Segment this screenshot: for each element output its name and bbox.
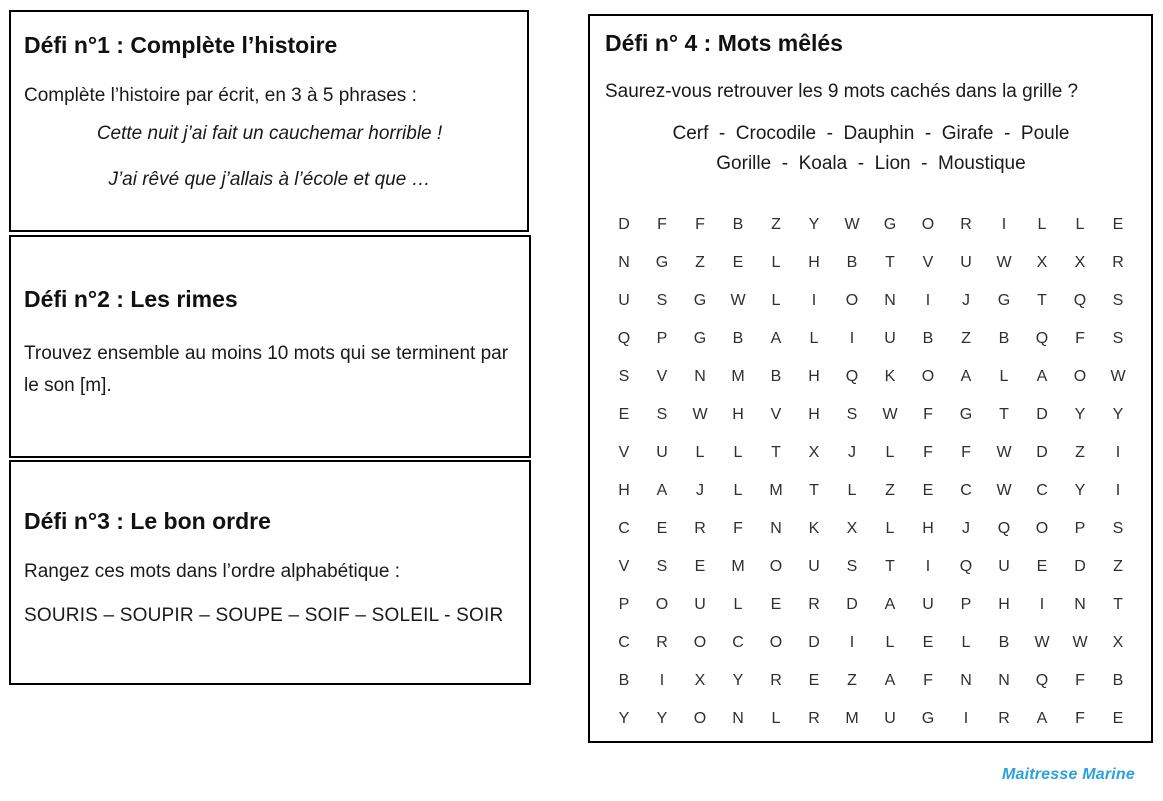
word-search-cell: O xyxy=(769,558,783,575)
word-search-cell: G xyxy=(997,292,1011,309)
word-search-cell: L xyxy=(695,444,705,461)
word-search-cell: B xyxy=(1112,672,1124,689)
word-search-cell: G xyxy=(921,710,935,727)
word-search-cell: L xyxy=(885,634,895,651)
defi3-word-sequence: SOURIS – SOUPIR – SOUPE – SOIF – SOLEIL - SOIR xyxy=(24,605,504,626)
defi4-title: Défi n° 4 : Mots mêlés xyxy=(605,30,843,56)
word-search-cell: L xyxy=(1037,216,1047,233)
defi1-intro: Complète l’histoire par écrit, en 3 à 5 phrases : xyxy=(24,85,417,106)
word-search-cell: I xyxy=(1115,444,1121,461)
word-search-cell: Q xyxy=(997,520,1011,537)
word-search-cell: E xyxy=(922,482,934,499)
word-search-cell: B xyxy=(998,330,1010,347)
word-search-cell: D xyxy=(846,596,858,613)
word-search-cell: P xyxy=(656,330,668,347)
defi3-box xyxy=(9,460,531,685)
word-search-cell: E xyxy=(618,406,630,423)
word-search-cell: U xyxy=(694,596,706,613)
word-search-cell: C xyxy=(1036,482,1048,499)
word-search-cell: B xyxy=(732,330,744,347)
word-search-cell: F xyxy=(923,444,933,461)
word-search-cell: L xyxy=(733,444,743,461)
word-search-cell: E xyxy=(770,596,782,613)
word-search-cell: V xyxy=(618,444,630,461)
word-search-cell: O xyxy=(1035,520,1049,537)
word-search-cell: A xyxy=(770,330,782,347)
word-search-cell: U xyxy=(922,596,934,613)
word-search-cell: U xyxy=(656,444,668,461)
word-search-cell: N xyxy=(998,672,1010,689)
word-search-cell: P xyxy=(618,596,630,613)
word-search-cell: A xyxy=(1036,710,1048,727)
word-search-cell: L xyxy=(847,482,857,499)
word-search-cell: B xyxy=(846,254,858,271)
word-search-cell: F xyxy=(1075,710,1085,727)
word-search-cell: Z xyxy=(771,216,781,233)
word-search-cell: W xyxy=(1072,634,1088,651)
word-search-cell: V xyxy=(770,406,782,423)
word-search-cell: V xyxy=(618,558,630,575)
word-search-cell: I xyxy=(849,330,855,347)
word-search-cell: R xyxy=(1112,254,1124,271)
word-search-cell: W xyxy=(844,216,860,233)
word-search-cell: J xyxy=(848,444,856,461)
defi3-intro: Rangez ces mots dans l’ordre alphabétique : xyxy=(24,561,401,582)
word-search-cell: Y xyxy=(1074,482,1086,499)
word-search-cell: B xyxy=(618,672,630,689)
word-search-cell: O xyxy=(921,216,935,233)
defi1-box xyxy=(9,10,529,232)
word-search-cell: B xyxy=(998,634,1010,651)
word-search-cell: U xyxy=(884,710,896,727)
defi3-title: Défi n°3 : Le bon ordre xyxy=(24,508,271,534)
word-search-cell: Z xyxy=(695,254,705,271)
word-search-cell: N xyxy=(732,710,744,727)
word-search-cell: O xyxy=(921,368,935,385)
word-search-grid xyxy=(605,206,1137,738)
word-search-cell: T xyxy=(885,254,895,271)
word-search-cell: C xyxy=(960,482,972,499)
word-search-cell: C xyxy=(618,634,630,651)
word-search-cell: U xyxy=(884,330,896,347)
word-search-cell: G xyxy=(655,254,669,271)
word-search-cell: K xyxy=(808,520,820,537)
word-search-cell: Z xyxy=(1113,558,1123,575)
word-search-cell: W xyxy=(996,444,1012,461)
word-search-cell: I xyxy=(659,672,665,689)
word-search-cell: Q xyxy=(1035,672,1049,689)
word-search-cell: L xyxy=(809,330,819,347)
word-search-cell: N xyxy=(770,520,782,537)
defi4-word-list-line-2: Gorille - Koala - Lion - Moustique xyxy=(716,153,1026,174)
word-search-cell: N xyxy=(694,368,706,385)
word-search-cell: F xyxy=(733,520,743,537)
word-search-cell: G xyxy=(959,406,973,423)
word-search-cell: X xyxy=(1074,254,1086,271)
word-search-cell: S xyxy=(1112,520,1124,537)
word-search-cell: T xyxy=(809,482,819,499)
word-search-cell: T xyxy=(1037,292,1047,309)
word-search-cell: I xyxy=(925,292,931,309)
word-search-cell: X xyxy=(1112,634,1124,651)
word-search-cell: Z xyxy=(847,672,857,689)
word-search-cell: U xyxy=(808,558,820,575)
word-search-cell: I xyxy=(1001,216,1007,233)
word-search-cell: Q xyxy=(1035,330,1049,347)
word-search-cell: E xyxy=(1036,558,1048,575)
word-search-cell: Z xyxy=(1075,444,1085,461)
word-search-cell: N xyxy=(1074,596,1086,613)
word-search-cell: T xyxy=(771,444,781,461)
word-search-cell: H xyxy=(998,596,1010,613)
word-search-cell: I xyxy=(849,634,855,651)
word-search-cell: I xyxy=(1115,482,1121,499)
word-search-cell: I xyxy=(1039,596,1045,613)
word-search-cell: R xyxy=(998,710,1010,727)
word-search-cell: Q xyxy=(845,368,859,385)
word-search-cell: R xyxy=(656,634,668,651)
word-search-cell: L xyxy=(885,520,895,537)
word-search-cell: P xyxy=(1074,520,1086,537)
word-search-cell: L xyxy=(961,634,971,651)
word-search-cell: J xyxy=(696,482,704,499)
word-search-cell: R xyxy=(694,520,706,537)
word-search-cell: M xyxy=(731,368,745,385)
word-search-cell: P xyxy=(960,596,972,613)
word-search-cell: C xyxy=(732,634,744,651)
word-search-cell: S xyxy=(618,368,630,385)
word-search-cell: L xyxy=(771,254,781,271)
word-search-cell: D xyxy=(1036,444,1048,461)
word-search-cell: B xyxy=(770,368,782,385)
defi1-story-line-1: Cette nuit j’ai fait un cauchemar horrible ! xyxy=(96,123,443,144)
word-search-cell: A xyxy=(884,672,896,689)
word-search-cell: X xyxy=(808,444,820,461)
word-search-cell: O xyxy=(1073,368,1087,385)
credit-text: Maitresse Marine xyxy=(1001,766,1135,783)
word-search-cell: H xyxy=(808,368,820,385)
word-search-cell: F xyxy=(1075,330,1085,347)
word-search-cell: U xyxy=(960,254,972,271)
word-search-cell: R xyxy=(770,672,782,689)
word-search-cell: W xyxy=(1110,368,1126,385)
word-search-cell: N xyxy=(960,672,972,689)
word-search-cell: R xyxy=(808,710,820,727)
word-search-cell: O xyxy=(769,634,783,651)
word-search-cell: Q xyxy=(617,330,631,347)
word-search-cell: J xyxy=(962,520,970,537)
word-search-cell: N xyxy=(884,292,896,309)
word-search-cell: U xyxy=(618,292,630,309)
word-search-cell: O xyxy=(845,292,859,309)
word-search-cell: I xyxy=(925,558,931,575)
word-search-cell: F xyxy=(1075,672,1085,689)
defi1-story-line-2: J’ai rêvé que j’allais à l’école et que … xyxy=(108,169,431,190)
word-search-cell: D xyxy=(618,216,630,233)
word-search-cell: Z xyxy=(885,482,895,499)
word-search-cell: W xyxy=(996,482,1012,499)
word-search-cell: U xyxy=(998,558,1010,575)
word-search-cell: S xyxy=(1112,330,1124,347)
word-search-cell: I xyxy=(811,292,817,309)
word-search-cell: S xyxy=(846,406,858,423)
word-search-cell: D xyxy=(1036,406,1048,423)
word-search-cell: V xyxy=(656,368,668,385)
word-search-cell: F xyxy=(657,216,667,233)
word-search-cell: A xyxy=(960,368,972,385)
word-search-cell: S xyxy=(1112,292,1124,309)
word-search-cell: F xyxy=(923,672,933,689)
word-search-cell: L xyxy=(885,444,895,461)
word-search-cell: O xyxy=(655,596,669,613)
word-search-cell: F xyxy=(961,444,971,461)
word-search-cell: W xyxy=(730,292,746,309)
word-search-cell: G xyxy=(883,216,897,233)
word-search-cell: C xyxy=(618,520,630,537)
word-search-cell: R xyxy=(808,596,820,613)
word-search-cell: Y xyxy=(656,710,668,727)
word-search-cell: E xyxy=(1112,710,1124,727)
word-search-cell: M xyxy=(769,482,783,499)
word-search-cell: T xyxy=(1113,596,1123,613)
word-search-cell: E xyxy=(694,558,706,575)
defi4-intro: Saurez-vous retrouver les 9 mots cachés dans la grille ? xyxy=(605,81,1079,102)
word-search-cell: D xyxy=(1074,558,1086,575)
word-search-cell: D xyxy=(808,634,820,651)
word-search-cell: Z xyxy=(961,330,971,347)
word-search-cell: E xyxy=(732,254,744,271)
word-search-cell: L xyxy=(771,710,781,727)
word-search-cell: G xyxy=(693,292,707,309)
word-search-cell: H xyxy=(618,482,630,499)
defi4-word-list-line-1: Cerf - Crocodile - Dauphin - Girafe - Poule xyxy=(672,123,1070,144)
word-search-cell: L xyxy=(999,368,1009,385)
word-search-cell: B xyxy=(922,330,934,347)
word-search-cell: F xyxy=(695,216,705,233)
word-search-cell: L xyxy=(1075,216,1085,233)
word-search-cell: R xyxy=(960,216,972,233)
word-search-cell: K xyxy=(884,368,896,385)
word-search-cell: S xyxy=(656,558,668,575)
word-search-cell: G xyxy=(693,330,707,347)
word-search-cell: E xyxy=(808,672,820,689)
defi2-box xyxy=(9,235,531,458)
word-search-cell: Y xyxy=(618,710,630,727)
word-search-cell: V xyxy=(922,254,934,271)
word-search-cell: N xyxy=(618,254,630,271)
word-search-cell: Q xyxy=(959,558,973,575)
word-search-cell: W xyxy=(1034,634,1050,651)
word-search-cell: Y xyxy=(1074,406,1086,423)
word-search-cell: A xyxy=(656,482,668,499)
word-search-cell: S xyxy=(656,292,668,309)
word-search-cell: L xyxy=(733,596,743,613)
word-search-cell: E xyxy=(656,520,668,537)
word-search-cell: O xyxy=(693,710,707,727)
word-search-cell: H xyxy=(808,254,820,271)
word-search-cell: S xyxy=(656,406,668,423)
word-search-cell: A xyxy=(1036,368,1048,385)
word-search-cell: Y xyxy=(1112,406,1124,423)
word-search-cell: W xyxy=(996,254,1012,271)
word-search-cell: S xyxy=(846,558,858,575)
word-search-cell: J xyxy=(962,292,970,309)
word-search-cell: M xyxy=(845,710,859,727)
word-search-cell: H xyxy=(922,520,934,537)
word-search-cell: A xyxy=(884,596,896,613)
word-search-cell: I xyxy=(963,710,969,727)
word-search-cell: T xyxy=(999,406,1009,423)
word-search-cell: Q xyxy=(1073,292,1087,309)
defi4-box xyxy=(588,14,1153,743)
word-search-cell: O xyxy=(693,634,707,651)
word-search-cell: W xyxy=(882,406,898,423)
word-search-cell: X xyxy=(1036,254,1048,271)
word-search-cell: B xyxy=(732,216,744,233)
defi1-title: Défi n°1 : Complète l’histoire xyxy=(24,32,338,58)
word-search-cell: T xyxy=(885,558,895,575)
word-search-cell: H xyxy=(808,406,820,423)
word-search-cell: X xyxy=(846,520,858,537)
word-search-cell: Y xyxy=(808,216,820,233)
word-search-cell: H xyxy=(732,406,744,423)
word-search-cell: Y xyxy=(732,672,744,689)
defi2-instruction: Trouvez ensemble au moins 10 mots qui se terminent par le son [m]. xyxy=(24,343,509,396)
word-search-cell: F xyxy=(923,406,933,423)
word-search-cell: W xyxy=(692,406,708,423)
word-search-cell: E xyxy=(1112,216,1124,233)
word-search-cell: M xyxy=(731,558,745,575)
defi2-title: Défi n°2 : Les rimes xyxy=(24,286,238,312)
word-search-cell: L xyxy=(733,482,743,499)
word-search-cell: L xyxy=(771,292,781,309)
word-search-cell: E xyxy=(922,634,934,651)
word-search-cell: X xyxy=(694,672,706,689)
